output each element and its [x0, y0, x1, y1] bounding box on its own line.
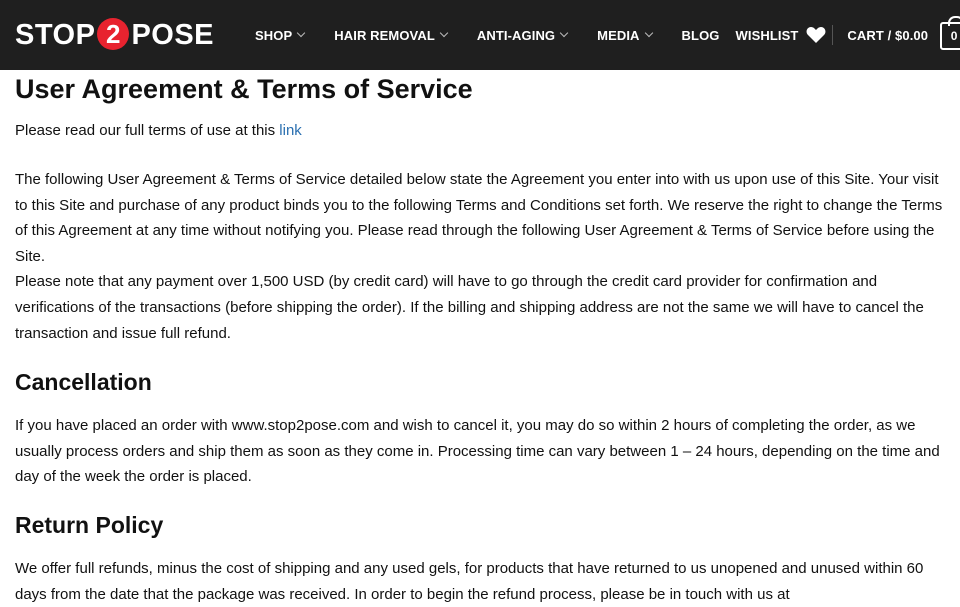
chevron-down-icon — [297, 29, 305, 37]
agreement-body — [15, 167, 945, 346]
cart-label: CART / $0.00 — [847, 27, 929, 43]
chevron-down-icon — [644, 29, 652, 37]
main-nav — [255, 0, 960, 70]
cancellation-heading: Cancellation — [15, 369, 152, 395]
nav-item-blog[interactable] — [682, 0, 720, 70]
terms-link[interactable]: link — [279, 122, 302, 139]
nav-item-shop[interactable] — [255, 0, 304, 70]
logo-text: STOP 2 POSE — [15, 19, 215, 51]
return-policy-heading: Return Policy — [15, 512, 164, 538]
nav-item-media[interactable] — [597, 0, 651, 70]
nav-label: BLOG — [681, 27, 720, 43]
logo-badge: 2 — [97, 18, 129, 50]
nav-item-wishlist[interactable] — [736, 0, 827, 70]
chevron-down-icon — [440, 29, 448, 37]
return-policy-paragraph: We offer full refunds, minus the cost of shipping and any used gels, for products that have returned to us unopened and unused within 60 days from the date that the package was received. In order to begin the refund process, please be in touch with us at — [15, 560, 924, 603]
lead-text: Please read our full terms of use at this — [15, 122, 280, 139]
lead-paragraph — [15, 120, 302, 142]
nav-label: HAIR REMOVAL — [334, 27, 435, 43]
nav-label: ANTI-AGING — [476, 27, 556, 43]
nav-item-anti-aging[interactable] — [477, 0, 567, 70]
nav-label: WISHLIST — [735, 27, 799, 43]
agreement-paragraph-2: Please note that any payment over 1,500 USD (by credit card) will have to go through the credit card provider for confirmation and verifications of the transactions (before shipping the order). If the billing and shipping address are not the same we will have to cancel the transaction and issue full refund. — [15, 273, 924, 342]
cart-count: 0 — [950, 29, 958, 43]
agreement-paragraph-1: The following User Agreement & Terms of Service detailed below state the Agreement you enter into with us upon use of this Site. Your visit to this Site and purchase of any product binds you to the following Terms and Conditions set forth. We reserve the right to change the Terms of this Agreement at any time without notifying you. Please read through the following User Agreement & Terms of Service before using the Site. — [15, 171, 943, 265]
nav-divider — [832, 25, 833, 45]
cancellation-paragraph: If you have placed an order with www.stop2pose.com and wish to cancel it, you may do so within 2 hours of completing the order, as we usually process orders and ship them as soon as they come in. Processing time can vary between 1 – 24 hours, depending on the time and day of the week the order is placed. — [15, 417, 940, 486]
nav-label: SHOP — [255, 27, 293, 43]
heart-icon — [806, 26, 826, 44]
site-header — [0, 0, 960, 70]
nav-item-hair-removal[interactable] — [334, 0, 447, 70]
nav-label: MEDIA — [597, 27, 640, 43]
bag-icon[interactable] — [940, 22, 960, 50]
page-title: User Agreement & Terms of Service — [15, 74, 473, 104]
nav-item-cart[interactable] — [847, 0, 960, 70]
site-logo[interactable] — [15, 17, 215, 53]
chevron-down-icon — [560, 29, 568, 37]
